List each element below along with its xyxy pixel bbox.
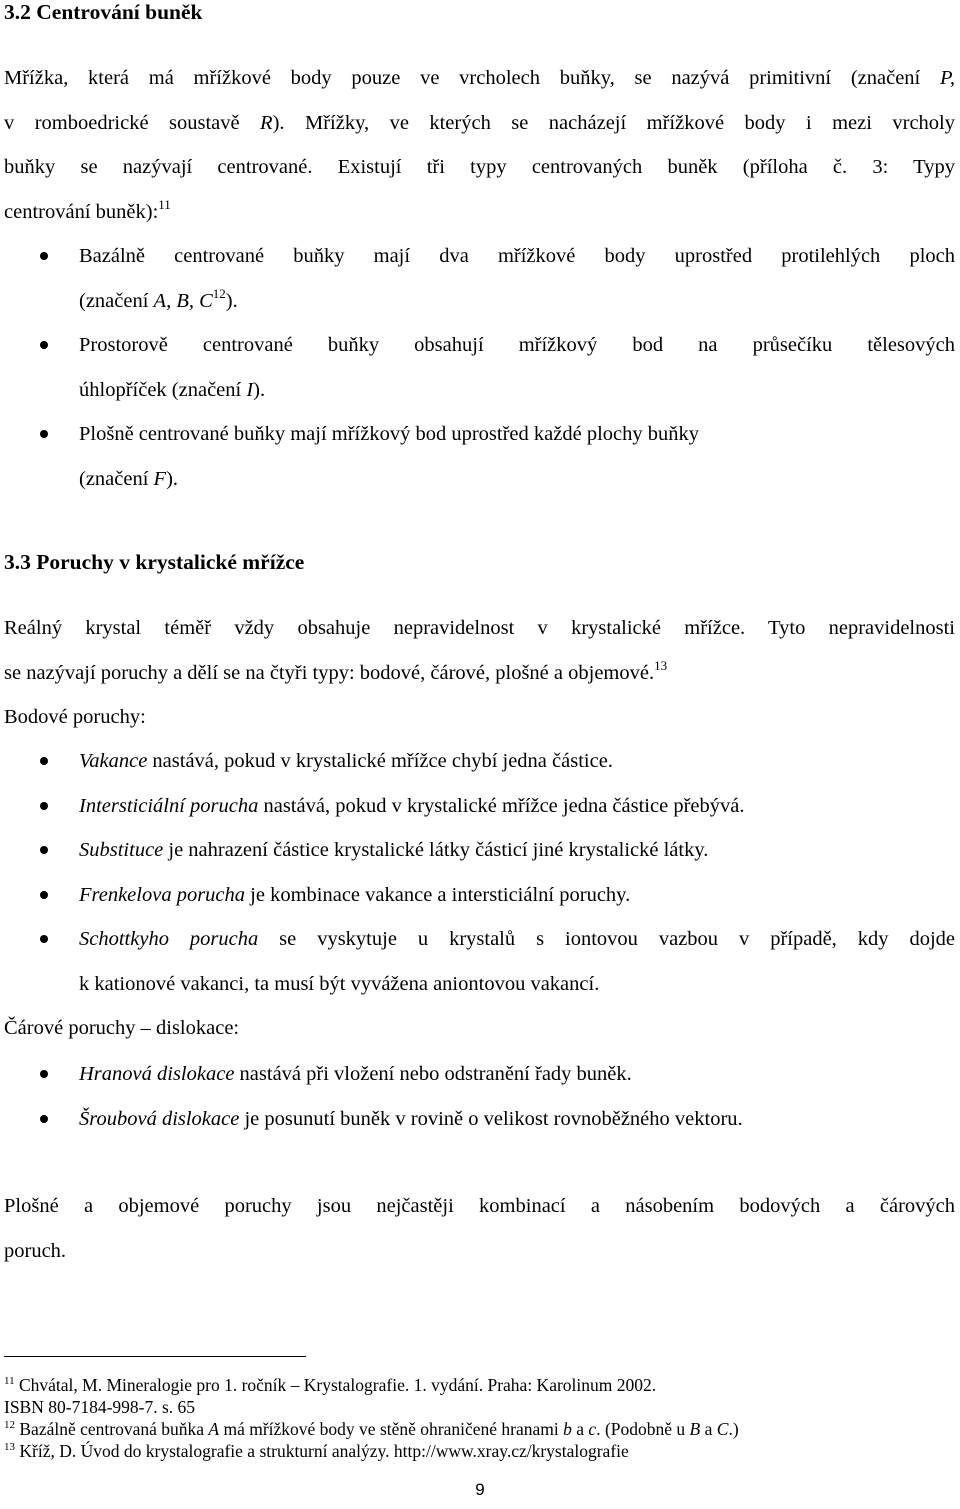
text-line: Plošné a objemové poruchy jsou nejčastěji kombinací a násobením bodových a čárových (4, 1195, 955, 1217)
list-item: Intersticiální porucha nastává, pokud v krystalické mřížce jedna částice přebývá. (0, 784, 955, 829)
bullet-icon (40, 1115, 48, 1123)
list-item: Frenkelova porucha je kombinace vakance a intersticiální poruchy. (0, 873, 955, 918)
footnote-12: $^{12}$ Bazálně centrovaná buňka A má mřížkové body ve stěně ohraničené hranami b a c. (Podobně u B a C.) (4, 1419, 739, 1439)
bullet-icon (40, 891, 48, 899)
bullet-icon (40, 252, 48, 260)
text-line: buňky se nazývají centrované. Existují tři typy centrovaných buněk (příloha č. 3: Typy (4, 156, 955, 178)
bullet-icon (40, 802, 48, 810)
centering-types-list (0, 234, 955, 501)
list-item: Šroubová dislokace je posunutí buněk v rovině o velikost rovnoběžného vektoru. (0, 1097, 955, 1142)
section-heading-3-2: 3.2 Centrování buněk (4, 0, 203, 24)
list-item: Vakance nastává, pokud v krystalické mřížce chybí jedna částice. (0, 739, 955, 784)
paragraph-defects-intro (4, 606, 955, 740)
list-item: Plošně centrované buňky mají mřížkový bod uprostřed každé plochy buňky (značení F). (0, 412, 955, 501)
paragraph-planar-volume-defects (4, 1184, 955, 1273)
point-defects-list (0, 739, 955, 1006)
footnote-separator (4, 1356, 306, 1357)
text-line: se nazývají poruchy a dělí se na čtyři typy: bodové, čárové, plošné a objemové.$^{13}$ (4, 657, 668, 684)
list-item: Schottkyho porucha se vyskytuje u krystalů s iontovou vazbou v případě, kdy dojde k kationové vakanci, ta musí být vyvážena aniontovou vakancí. (0, 917, 955, 1006)
bullet-icon (40, 935, 48, 943)
text-line: Reálný krystal téměř vždy obsahuje nepravidelnost v krystalické mřížce. Tyto nepravidelnosti (4, 617, 955, 639)
text-line: poruch. (4, 1239, 67, 1262)
footnote-ref-11: 11 (158, 196, 171, 212)
text-line: centrování buněk):$^{11}$ (4, 196, 171, 223)
point-defects-label: Bodové poruchy: (4, 706, 146, 728)
list-item: Bazálně centrované buňky mají dva mřížkové body uprostřed protilehlých ploch (značení A, B, $C^{12}$). (0, 234, 955, 323)
bullet-icon (40, 846, 48, 854)
section-heading-3-3: 3.3 Poruchy v krystalické mřížce (4, 550, 305, 574)
footnote-ref-13: 13 (654, 657, 668, 673)
text-line: Mřížka, která má mřížkové body pouze ve vrcholech buňky, se nazývá primitivní (značení P, (4, 67, 955, 89)
footnotes (4, 1374, 955, 1462)
footnote-ref-12: 12 (212, 285, 226, 301)
paragraph-primitive-lattice (4, 56, 955, 234)
text-line: v romboedrické soustavě R). Mřížky, ve kterých se nacházejí mřížkové body i mezi vrcholy (4, 111, 955, 134)
list-item: Prostorově centrované buňky obsahují mřížkový bod na průsečíku tělesových úhlopříček (značení I). (0, 323, 955, 412)
footnote-11-cont: ISBN 80-7184-998-7. s. 65 (4, 1397, 196, 1417)
line-defects-list (0, 1052, 955, 1141)
footnote-11: $^{11}$ Chvátal, M. Mineralogie pro 1. ročník – Krystalografie. 1. vydání. Praha: Karolinum 2002. (4, 1375, 657, 1395)
page-number: 9 (475, 1480, 485, 1499)
list-item: Hranová dislokace nastává při vložení nebo odstranění řady buněk. (0, 1052, 955, 1097)
bullet-icon (40, 430, 48, 438)
bullet-icon (40, 341, 48, 349)
list-item: Substituce je nahrazení částice krystalické látky částicí jiné krystalické látky. (0, 828, 955, 873)
bullet-icon (40, 1070, 48, 1078)
bullet-icon (40, 757, 48, 765)
footnote-13: $^{13}$ Kříž, D. Úvod do krystalografie a strukturní analýzy. http://www.xray.cz/krystalografie (4, 1441, 629, 1461)
line-defects-label: Čárové poruchy – dislokace: (4, 1017, 240, 1039)
